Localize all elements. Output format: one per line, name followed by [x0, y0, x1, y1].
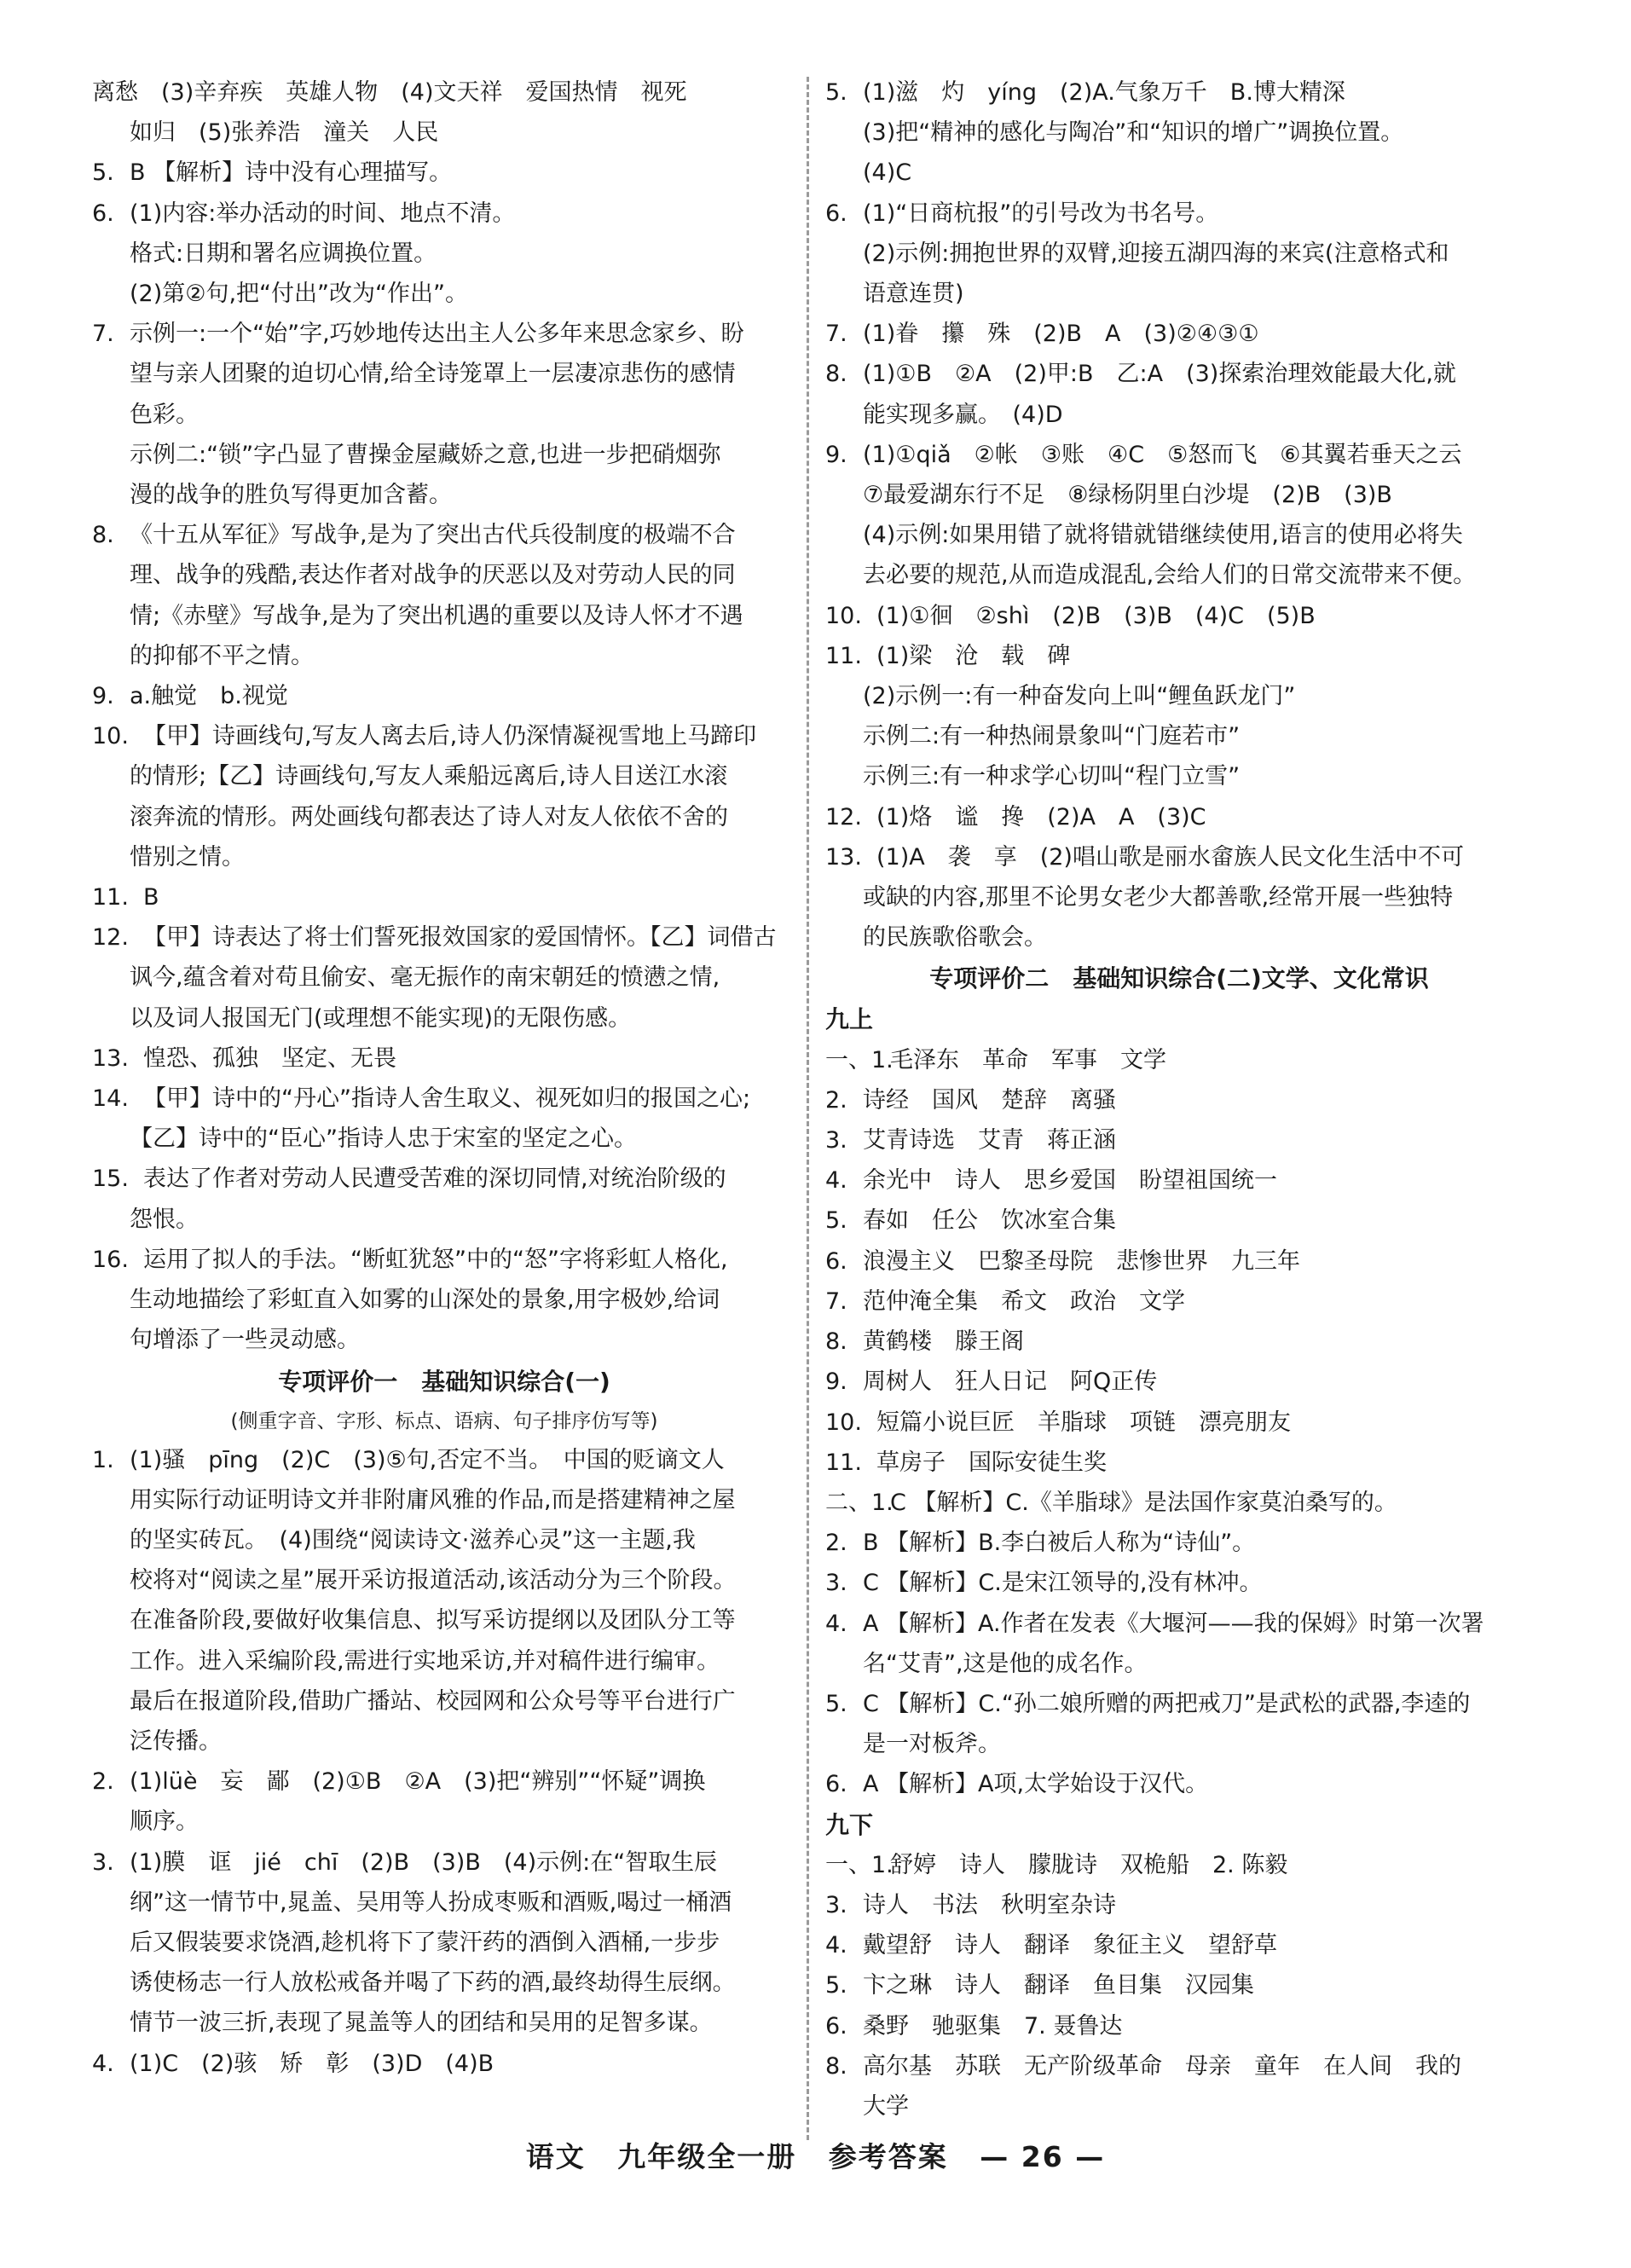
answer-continuation: ⑦最爱湖东行不足 ⑧绿杨阴里白沙堤 (2)B (3)B	[863, 482, 1392, 509]
item-text: B 【解析】B.李白被后人称为“诗仙”。	[863, 1530, 1256, 1557]
item-number: 二、1.	[825, 1489, 894, 1516]
answer-continuation: 望与亲人团聚的迫切心情,给全诗笼罩上一层凄凉悲伤的感情	[130, 361, 736, 388]
answer-item	[92, 1079, 796, 1119]
answer-continuation: 纲”这一情节中,晁盖、吴用等人扮成枣贩和酒贩,喝过一桶酒	[130, 1889, 732, 1916]
item-text: 余光中 诗人 思乡爱国 盼望祖国统一	[863, 1167, 1277, 1195]
item-number: 一、1.	[825, 1851, 894, 1878]
answer-item	[825, 314, 1533, 354]
answer-item	[92, 1159, 796, 1199]
answer-continuation: 顺序。	[130, 1808, 199, 1836]
footer-grade: 九年级全一册	[617, 2140, 797, 2173]
item-text: A 【解析】A.作者在发表《大堰河——我的保姆》时第一次署	[863, 1610, 1484, 1637]
item-number: 4.	[92, 2050, 114, 2077]
item-number: 2.	[92, 1768, 114, 1796]
item-text: (1)A 袭 享 (2)唱山歌是丽水畲族人民文化生活中不可	[876, 843, 1464, 871]
item-number: 7.	[92, 321, 114, 348]
answer-item	[92, 515, 796, 555]
item-number: 8.	[825, 361, 847, 388]
item-number: 12.	[92, 924, 129, 952]
item-text: 卞之琳 诗人 翻译 鱼目集 汉园集	[863, 1972, 1254, 1999]
item-number: 8.	[825, 1328, 847, 1356]
answer-item	[92, 1240, 796, 1280]
answer-item	[92, 1762, 796, 1802]
answer-item	[825, 2006, 1533, 2046]
item-text: (1)lüè 妄 鄙 (2)①B ②A (3)把“辨别”“怀疑”调换	[130, 1768, 706, 1796]
item-text: 范仲淹全集 希文 政治 文学	[863, 1287, 1185, 1315]
section-subtitle: (侧重字音、字形、标点、语病、句子排序仿写等)	[230, 1409, 658, 1432]
section-title: 专项评价二 基础知识综合(二)文学、文化常识	[929, 964, 1429, 993]
answer-continuation: 的抑郁不平之情。	[130, 642, 314, 669]
answer-item	[825, 1160, 1533, 1201]
item-text: 【甲】诗画线句,写友人离去后,诗人仍深情凝视雪地上马蹄印	[143, 723, 757, 750]
item-text: 表达了作者对劳动人民遭受苦难的深切同情,对统治阶级的	[143, 1166, 726, 1193]
answer-item	[825, 72, 1533, 113]
answer-item	[825, 1322, 1533, 1362]
item-number: 5.	[825, 1972, 847, 1999]
footer-page-number: — 26 —	[980, 2140, 1106, 2173]
answer-item	[92, 877, 796, 917]
answer-continuation: 名“艾青”,这是他的成名作。	[863, 1650, 1148, 1677]
item-number: 4.	[825, 1610, 847, 1637]
answer-item	[825, 1965, 1533, 2005]
item-text: 周树人 狂人日记 阿Q正传	[863, 1368, 1158, 1396]
item-number: 7.	[825, 1287, 847, 1315]
answer-item	[825, 1523, 1533, 1563]
answer-continuation: 或缺的内容,那里不论男女老少大都善歌,经常开展一些独特	[863, 884, 1454, 911]
answer-item	[825, 1080, 1533, 1120]
answer-item	[825, 1362, 1533, 1402]
answer-continuation: 去必要的规范,从而造成混乱,会给人们的日常交流带来不便。	[863, 562, 1477, 589]
item-number: 6.	[825, 2012, 847, 2039]
item-number: 14.	[92, 1085, 129, 1113]
grade-heading: 九上	[825, 1005, 874, 1034]
item-number: 6.	[92, 200, 114, 227]
item-number: 10.	[825, 1409, 862, 1436]
answer-continuation: 在准备阶段,要做好收集信息、拟写采访提纲以及团队分工等	[130, 1607, 736, 1634]
item-number: 6.	[825, 1771, 847, 1798]
left-column	[92, 72, 796, 2084]
answer-item	[825, 1443, 1533, 1483]
answer-continuation: (2)示例一:有一种奋发向上叫“鲤鱼跃龙门”	[863, 683, 1296, 710]
answer-continuation: 后又假装要求饶酒,趁机将下了蒙汗药的酒倒入酒桶,一步步	[130, 1929, 720, 1956]
item-number: 9.	[825, 1368, 847, 1396]
answer-item	[825, 1403, 1533, 1443]
item-number: 10.	[825, 602, 862, 629]
answer-item	[92, 676, 796, 716]
column-divider	[807, 77, 809, 2140]
answer-continuation: 讽今,蕴含着对苟且偷安、毫无振作的南宋朝廷的愤懑之情,	[130, 964, 720, 992]
item-text: (1)“日商杭报”的引号改为书名号。	[863, 200, 1219, 227]
answer-continuation: 滚奔流的情形。两处画线句都表达了诗人对友人依依不舍的	[130, 803, 728, 830]
answer-continuation: 用实际行动证明诗文并非附庸风雅的作品,而是搭建精神之屋	[130, 1486, 736, 1513]
answer-item	[825, 1241, 1533, 1282]
answer-item	[825, 636, 1533, 676]
answer-continuation: (4)示例:如果用错了就将错就错继续使用,语言的使用必将失	[863, 522, 1463, 549]
answer-continuation: 的情形;【乙】诗画线句,写友人乘船远离后,诗人目送江水滚	[130, 763, 728, 790]
item-number: 10.	[92, 723, 129, 750]
answer-continuation: 离愁 (3)辛弃疾 英雄人物 (4)文天祥 爱国热情 视死	[92, 79, 687, 106]
item-number: 3.	[825, 1127, 847, 1154]
item-number: 8.	[825, 2052, 847, 2080]
item-text: (1)①徊 ②shì (2)B (3)B (4)C (5)B	[876, 602, 1316, 629]
answer-continuation: (4)C	[863, 159, 912, 187]
right-column	[825, 72, 1533, 2126]
item-text: 黄鹤楼 滕王阁	[863, 1328, 1024, 1356]
answer-continuation: 的民族歌俗歌会。	[863, 924, 1047, 952]
answer-continuation: 怨恨。	[130, 1206, 199, 1233]
answer-item	[92, 917, 796, 958]
answer-continuation: 格式:日期和署名应调换位置。	[130, 240, 437, 267]
answer-item	[92, 716, 796, 756]
answer-item	[825, 797, 1533, 837]
answer-item	[825, 1040, 1533, 1080]
item-text: 诗经 国风 楚辞 离骚	[863, 1086, 1116, 1114]
item-number: 6.	[825, 1247, 847, 1275]
footer-label: 参考答案	[828, 2140, 948, 2173]
answer-item	[825, 1684, 1533, 1724]
answer-continuation: (3)把“精神的感化与陶冶”和“知识的增广”调换位置。	[863, 119, 1404, 147]
item-number: 9.	[92, 683, 114, 710]
item-text: 高尔基 苏联 无产阶级革命 母亲 童年 在人间 我的	[863, 2052, 1461, 2080]
item-number: 一、1.	[825, 1046, 894, 1073]
answer-continuation: 示例二:有一种热闹景象叫“门庭若市”	[863, 723, 1241, 750]
answer-continuation: 的坚实砖瓦。 (4)围绕“阅读诗文·滋养心灵”这一主题,我	[130, 1526, 696, 1553]
item-text: C 【解析】C.是宋江领导的,没有林冲。	[863, 1570, 1263, 1597]
answer-item	[825, 1201, 1533, 1241]
item-text: 【甲】诗中的“丹心”指诗人舍生取义、视死如归的报国之心;	[143, 1085, 751, 1113]
answer-item	[825, 596, 1533, 636]
item-number: 7.	[825, 321, 847, 348]
item-number: 2.	[825, 1086, 847, 1114]
item-number: 5.	[825, 79, 847, 106]
answer-item	[92, 194, 796, 234]
answer-continuation: 色彩。	[130, 401, 199, 428]
item-number: 15.	[92, 1166, 129, 1193]
answer-continuation: 惜别之情。	[130, 843, 245, 871]
grade-heading: 九下	[825, 1810, 874, 1839]
answer-continuation: 最后在报道阶段,借助广播站、校园网和公众号等平台进行广	[130, 1687, 736, 1715]
answer-item	[92, 314, 796, 354]
item-number: 8.	[92, 522, 114, 549]
answer-item	[825, 1885, 1533, 1925]
item-text: 《十五从军征》写战争,是为了突出古代兵役制度的极端不合	[130, 522, 736, 549]
item-text: (1)眷 攥 殊 (2)B A (3)②④③①	[863, 321, 1259, 348]
answer-continuation: 如归 (5)张养浩 潼关 人民	[130, 119, 439, 147]
item-number: 5.	[825, 1207, 847, 1235]
item-number: 1.	[92, 1446, 114, 1473]
item-number: 3.	[92, 1849, 114, 1876]
item-text: 戴望舒 诗人 翻译 象征主义 望舒草	[863, 1932, 1277, 1959]
answer-continuation: 情节一波三折,表现了晁盖等人的团结和吴用的足智多谋。	[130, 2010, 713, 2037]
answer-item	[825, 1282, 1533, 1322]
item-text: a.触觉 b.视觉	[130, 683, 288, 710]
item-text: 短篇小说巨匠 羊脂球 项链 漂亮朋友	[876, 1409, 1291, 1436]
item-number: 11.	[825, 1449, 862, 1476]
answer-continuation: (2)示例:拥抱世界的双臂,迎接五湖四海的来宾(注意格式和	[863, 240, 1449, 267]
item-text: 桑野 驰驱集 7. 聂鲁达	[863, 2012, 1123, 2039]
item-text: 草房子 国际安徒生奖	[876, 1449, 1107, 1476]
answer-item	[825, 1925, 1533, 1965]
item-number: 13.	[825, 843, 862, 871]
answer-continuation: 能实现多赢。 (4)D	[863, 401, 1063, 428]
item-text: 毛泽东 革命 军事 文学	[890, 1046, 1166, 1073]
answer-continuation: 以及词人报国无门(或理想不能实现)的无限伤感。	[130, 1004, 632, 1032]
page-footer	[0, 2135, 1631, 2175]
answer-item	[825, 435, 1533, 475]
answer-continuation: 泛传播。	[130, 1727, 222, 1755]
answer-continuation: 校将对“阅读之星”展开采访报道活动,该活动分为三个阶段。	[130, 1567, 737, 1594]
item-text: 惶恐、孤独 坚定、无畏	[143, 1044, 396, 1072]
answer-continuation: 【乙】诗中的“臣心”指诗人忠于宋室的坚定之心。	[130, 1125, 637, 1153]
item-text: 春如 任公 饮冰室合集	[863, 1207, 1116, 1235]
answer-item	[825, 1563, 1533, 1603]
answer-item	[92, 1440, 796, 1480]
answer-continuation: 生动地描绘了彩虹直入如雾的山深处的景象,用字极妙,给词	[130, 1287, 720, 1314]
answer-item	[92, 1843, 796, 1883]
item-number: 5.	[92, 159, 114, 187]
answer-continuation: 语意连贯)	[863, 281, 964, 308]
item-number: 6.	[825, 200, 847, 227]
answer-item	[825, 1604, 1533, 1644]
item-text: B 【解析】诗中没有心理描写。	[130, 159, 453, 187]
item-text: (1)梁 沧 载 碑	[876, 642, 1071, 669]
item-number: 2.	[825, 1530, 847, 1557]
answer-continuation: 句增添了一些灵动感。	[130, 1327, 360, 1354]
item-text: (1)骚 pīng (2)C (3)⑤句,否定不当。 中国的贬谪文人	[130, 1446, 725, 1473]
item-number: 11.	[825, 642, 862, 669]
answer-continuation: 工作。进入采编阶段,需进行实地采访,并对稿件进行编审。	[130, 1647, 720, 1675]
answer-continuation: 示例三:有一种求学心切叫“程门立雪”	[863, 763, 1241, 790]
item-number: 12.	[825, 803, 862, 830]
item-text: (1)烙 谧 搀 (2)A A (3)C	[876, 803, 1206, 830]
answer-item	[92, 153, 796, 193]
item-text: (1)滋 灼 yíng (2)A.气象万千 B.博大精深	[863, 79, 1345, 106]
item-text: 舒婷 诗人 朦胧诗 双桅船 2. 陈毅	[890, 1851, 1288, 1878]
item-text: (1)①B ②A (2)甲:B 乙:A (3)探索治理效能最大化,就	[863, 361, 1456, 388]
item-text: 艾青诗选 艾青 蒋正涵	[863, 1127, 1116, 1154]
item-number: 3.	[825, 1570, 847, 1597]
answer-continuation: 是一对板斧。	[863, 1731, 1001, 1758]
item-number: 4.	[825, 1932, 847, 1959]
answer-continuation: (2)第②句,把“付出”改为“作出”。	[130, 281, 468, 308]
item-number: 4.	[825, 1167, 847, 1195]
item-text: 诗人 书法 秋明室杂诗	[863, 1891, 1116, 1918]
item-text: A 【解析】A项,太学始设于汉代。	[863, 1771, 1209, 1798]
item-text: C 【解析】C.“孙二娘所赠的两把戒刀”是武松的武器,李逵的	[863, 1690, 1471, 1717]
item-number: 3.	[825, 1891, 847, 1918]
item-text: (1)①qiǎ ②帐 ③账 ④C ⑤怒而飞 ⑥其翼若垂天之云	[863, 441, 1462, 468]
section-title: 专项评价一 基础知识综合(一)	[278, 1367, 610, 1396]
item-number: 13.	[92, 1044, 129, 1072]
item-number: 11.	[92, 884, 129, 911]
item-text: (1)内容:举办活动的时间、地点不清。	[130, 200, 516, 227]
answer-item	[825, 1120, 1533, 1160]
answer-item	[825, 2046, 1533, 2086]
item-number: 5.	[825, 1690, 847, 1717]
item-text: B	[143, 884, 159, 911]
answer-continuation: 漫的战争的胜负写得更加含蓄。	[130, 482, 452, 509]
answer-item	[825, 194, 1533, 234]
answer-continuation: 大学	[863, 2092, 909, 2120]
item-text: 浪漫主义 巴黎圣母院 悲惨世界 九三年	[863, 1247, 1300, 1275]
footer-subject: 语文	[525, 2140, 586, 2173]
answer-continuation: 情;《赤壁》写战争,是为了突出机遇的重要以及诗人怀才不遇	[130, 602, 743, 629]
item-number: 9.	[825, 441, 847, 468]
answer-item	[92, 2044, 796, 2084]
answer-continuation: 诱使杨志一行人放松戒备并喝了下药的酒,最终劫得生辰纲。	[130, 1970, 736, 1997]
item-text: (1)膜 诓 jié chī (2)B (3)B (4)示例:在“智取生辰	[130, 1849, 718, 1876]
answer-item	[825, 1845, 1533, 1885]
answer-item	[825, 1483, 1533, 1523]
answer-continuation: 示例二:“锁”字凸显了曹操金屋藏娇之意,也进一步把硝烟弥	[130, 441, 721, 468]
item-text: 示例一:一个“始”字,巧妙地传达出主人公多年来思念家乡、盼	[130, 321, 744, 348]
answer-continuation: 理、战争的残酷,表达作者对战争的厌恶以及对劳动人民的同	[130, 562, 736, 589]
item-number: 16.	[92, 1246, 129, 1273]
answer-item	[92, 1039, 796, 1079]
item-text: 运用了拟人的手法。“断虹犹怒”中的“怒”字将彩虹人格化,	[143, 1246, 728, 1273]
answer-item	[825, 354, 1533, 394]
answer-item	[825, 1764, 1533, 1804]
item-text: 【甲】诗表达了将士们誓死报效国家的爱国情怀。【乙】词借古	[143, 924, 777, 952]
answer-item	[825, 837, 1533, 877]
item-text: C 【解析】C.《羊脂球》是法国作家莫泊桑写的。	[890, 1489, 1397, 1516]
item-text: (1)C (2)骇 矫 彰 (3)D (4)B	[130, 2050, 495, 2077]
